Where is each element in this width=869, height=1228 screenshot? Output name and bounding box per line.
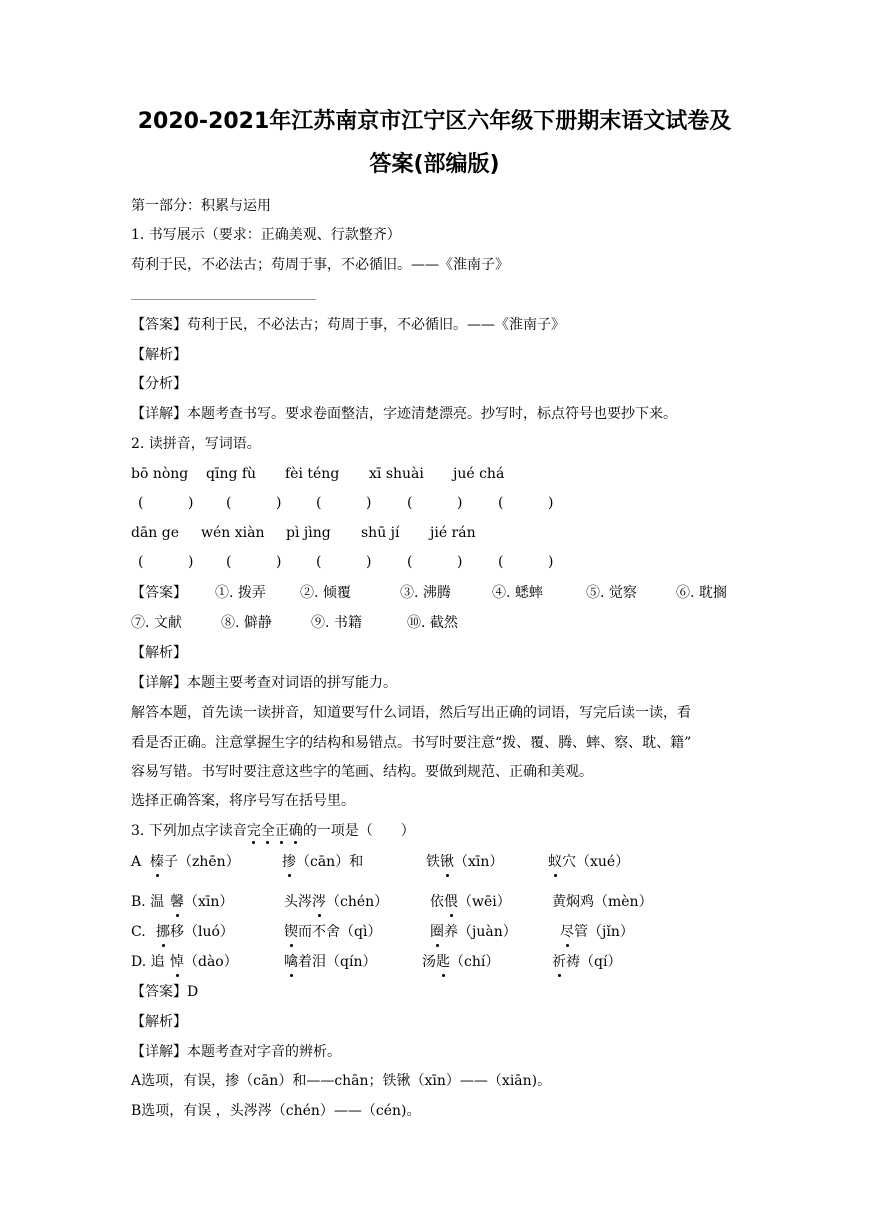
dotted-char: 尽 — [560, 924, 574, 940]
pinyin-item: dān ge — [131, 525, 180, 541]
q1-stem: 1. 书写展示（要求：正确美观、行款整齐） — [131, 227, 401, 243]
pinyin-item: jué chá — [453, 466, 505, 482]
pinyin-item: qīng fù — [206, 466, 257, 482]
option-label: D. 追 — [131, 954, 165, 970]
answer-item: ⑨. 书籍 — [311, 615, 362, 631]
option-text: （cān）和 — [296, 854, 364, 870]
answer-blank: ( ) — [498, 554, 554, 570]
document-title-line1: 2020-2021年江苏南京市江宁区六年级下册期末语文试卷及 — [137, 109, 732, 134]
option-text: （chí） — [450, 954, 500, 970]
dotted-char: 全 — [260, 823, 275, 839]
dotted-char: 悼 — [170, 954, 184, 970]
dotted-char: 掺 — [282, 854, 296, 870]
option-text: （wēi） — [458, 894, 511, 910]
option-text: 子（zhēn） — [164, 854, 240, 870]
option-text: 祷（qí） — [566, 954, 622, 970]
option-text: 依 — [430, 894, 444, 910]
q3-jiexi: 【解析】 — [131, 1014, 187, 1030]
option-text: 养（juàn） — [444, 924, 517, 940]
pinyin-item: xī shuài — [369, 466, 424, 482]
option-text: 着泪（qín） — [298, 954, 377, 970]
q2-detail: 【详解】本题主要考查对词语的拼写能力。 — [131, 675, 397, 691]
option-text: 头涔 — [284, 894, 312, 910]
q3-stem-part: 的一项是（ ） — [302, 823, 415, 839]
answer-blank: ( ) — [498, 495, 554, 511]
dotted-char: 涔 — [312, 894, 326, 910]
answer-item: ⑧. 僻静 — [221, 615, 272, 631]
option-text: （xīn） — [454, 854, 504, 870]
pinyin-item: shū jí — [361, 525, 400, 541]
q3-detail: 【详解】本题考查对字音的辨析。 — [131, 1044, 341, 1060]
dotted-char: 馨 — [170, 894, 184, 910]
q3-option-b-explanation: B选项，有误 ，头涔涔（chén）——（cén)。 — [131, 1103, 421, 1119]
q3-stem-part: 3. 下列加点字读音 — [131, 823, 247, 839]
option-text: 移（luó） — [170, 924, 234, 940]
q2-explanation-line: 看是否正确。注意掌握生字的结构和易错点。书写时要注意“拨、覆、腾、蟀、察、耽、籍” — [131, 735, 692, 751]
option-label: A — [131, 854, 151, 870]
dotted-char: 完 — [246, 823, 261, 839]
dotted-char: 锲 — [284, 924, 298, 940]
answer-item: ①. 拨弄 — [215, 585, 266, 601]
q2-explanation-line: 选择正确答案，将序号写在括号里。 — [131, 793, 355, 809]
option-text: （dào） — [184, 954, 238, 970]
option-text: 管（jǐn） — [574, 924, 634, 940]
answer-label: 【答案】 — [131, 585, 187, 601]
pinyin-item: jié rán — [430, 525, 476, 541]
dotted-char: 噙 — [284, 954, 298, 970]
option-label: C. — [131, 924, 151, 940]
option-text: 铁 — [426, 854, 440, 870]
q1-answer: 【答案】苟利于民，不必法古；苟周于事，不必循旧。——《淮南子》 — [131, 317, 565, 333]
section-heading: 第一部分：积累与运用 — [131, 198, 271, 214]
answer-blank: ( ) — [316, 554, 372, 570]
dotted-char: 榛 — [150, 854, 164, 870]
option-text: （xīn） — [184, 894, 234, 910]
dotted-char: 匙 — [436, 954, 450, 970]
answer-blank: ( ) — [138, 495, 194, 511]
dotted-char: 确 — [288, 823, 303, 839]
pinyin-item: bō nòng — [131, 466, 189, 482]
option-text: 汤 — [422, 954, 436, 970]
document-title-line2: 答案(部编版) — [369, 152, 500, 177]
q1-detail: 【详解】本题考查书写。要求卷面整洁，字迹清楚漂亮。抄写时，标点符号也要抄下来。 — [131, 406, 677, 422]
option-label: B. 温 — [131, 894, 165, 910]
q3-stem — [131, 821, 415, 841]
answer-item: ⑥. 耽搁 — [676, 585, 727, 601]
answer-item: ④. 蟋蟀 — [492, 585, 543, 601]
answer-blank: ( ) — [226, 554, 282, 570]
answer-blank: ( ) — [407, 495, 463, 511]
writing-line — [131, 299, 316, 300]
dotted-char: 圈 — [430, 924, 444, 940]
dotted-char: 锹 — [440, 854, 454, 870]
q3-option-a-explanation: A选项，有误，掺（cān）和——chān；铁锹（xīn）——（xiān)。 — [131, 1073, 552, 1089]
q2-stem: 2. 读拼音，写词语。 — [131, 436, 261, 452]
pinyin-item: pì jìng — [286, 525, 331, 541]
q2-explanation-line: 容易写错。书写时要注意这些字的笔画、结构。要做到规范、正确和美观。 — [131, 764, 593, 780]
pinyin-item: wén xiàn — [201, 525, 265, 541]
q1-jiexi: 【解析】 — [131, 347, 187, 363]
option-text: （chén） — [326, 894, 389, 910]
answer-item: ⑩. 截然 — [407, 615, 458, 631]
option-text: 穴（xué） — [562, 854, 630, 870]
q1-text: 苟利于民，不必法古；苟周于事，不必循旧。——《淮南子》 — [131, 257, 509, 273]
answer-item: ⑦. 文献 — [131, 615, 182, 631]
option-text: 而不舍（qì） — [298, 924, 382, 940]
answer-item: ②. 倾覆 — [300, 585, 351, 601]
dotted-char: 正 — [274, 823, 289, 839]
q3-answer: 【答案】D — [131, 984, 199, 1000]
pinyin-item: fèi téng — [285, 466, 340, 482]
q1-fenxi: 【分析】 — [131, 376, 187, 392]
dotted-char: 偎 — [444, 894, 458, 910]
answer-blank: ( ) — [407, 554, 463, 570]
option-text: 黄焖鸡（mèn） — [552, 894, 653, 910]
answer-item: ⑤. 觉察 — [586, 585, 637, 601]
answer-blank: ( ) — [138, 554, 194, 570]
dotted-char: 蚁 — [548, 854, 562, 870]
dotted-char: 挪 — [156, 924, 170, 940]
answer-blank: ( ) — [226, 495, 282, 511]
dotted-char: 祈 — [552, 954, 566, 970]
answer-blank: ( ) — [316, 495, 372, 511]
q2-jiexi: 【解析】 — [131, 645, 187, 661]
answer-item: ③. 沸腾 — [400, 585, 451, 601]
q2-explanation-line: 解答本题，首先读一读拼音，知道要写什么词语，然后写出正确的词语，写完后读一读，看 — [131, 705, 691, 721]
